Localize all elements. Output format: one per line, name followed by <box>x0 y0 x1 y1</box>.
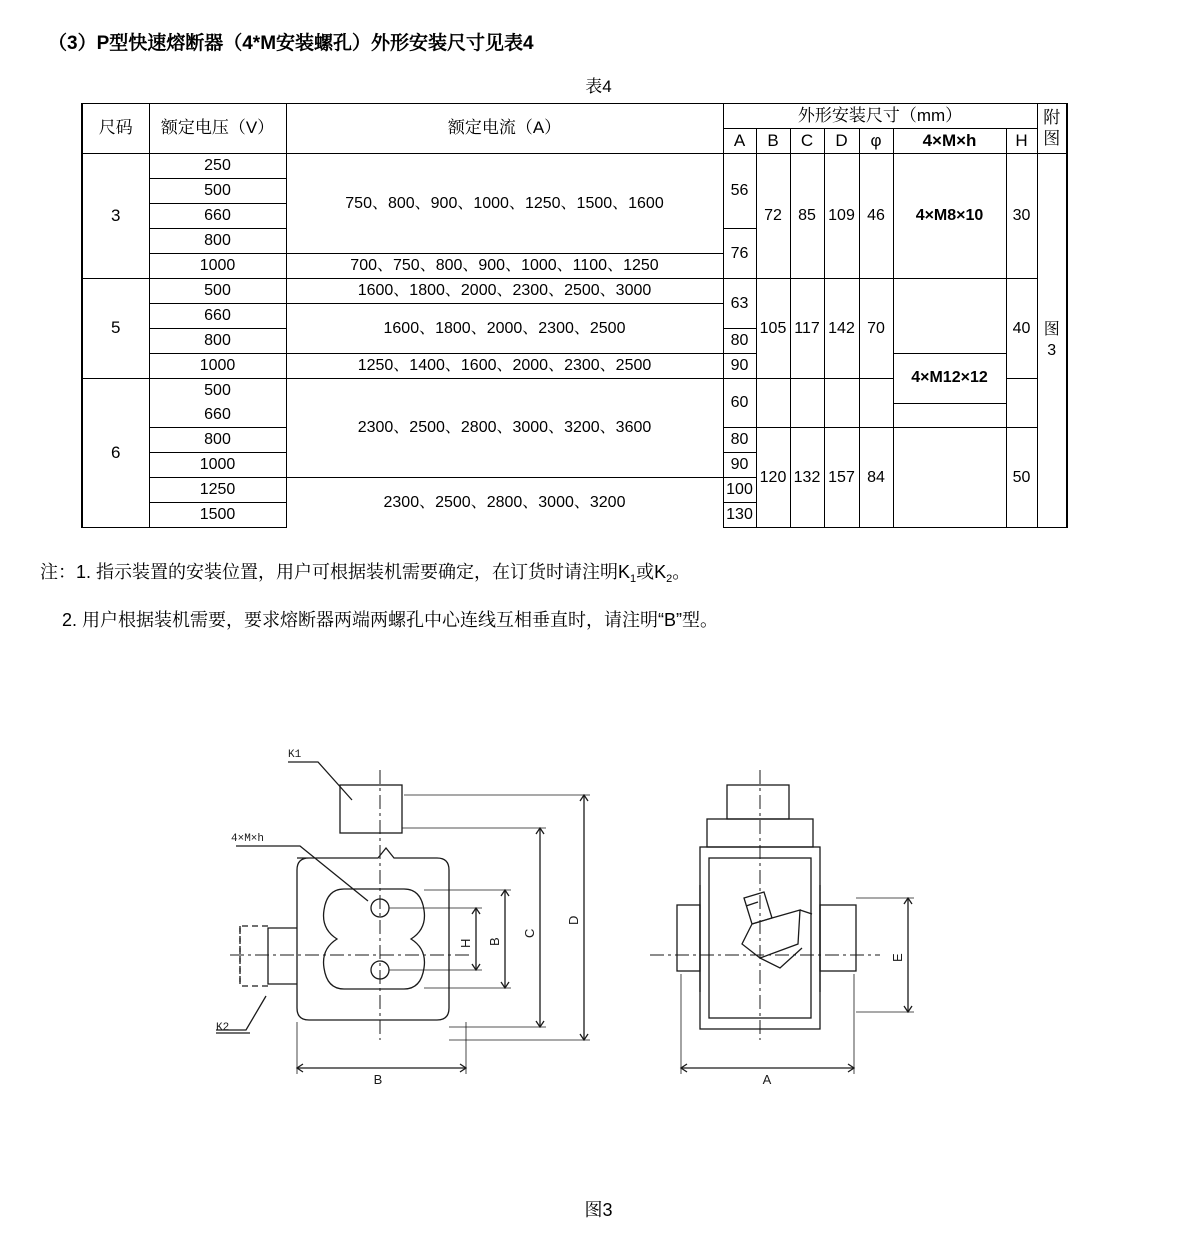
header-phi: φ <box>859 129 893 154</box>
cell-voltage: 500 <box>149 379 286 404</box>
cell-A: 90 <box>723 354 756 379</box>
cell-voltage: 1000 <box>149 453 286 478</box>
header-attach-fig <box>1037 104 1067 154</box>
left-side-terminal-dashed <box>240 926 268 986</box>
header-rated-current: 额定电流（A） <box>286 104 723 154</box>
cell-C-spacer <box>790 379 824 428</box>
cell-voltage: 800 <box>149 428 286 453</box>
cell-bolt: 4×M12×12 <box>893 354 1006 404</box>
right-indicator-line3 <box>800 910 812 914</box>
dim-E-label: E <box>890 953 905 962</box>
cell-C: 85 <box>790 154 824 279</box>
cell-size: 3 <box>82 154 149 279</box>
cell-A: 63 <box>723 279 756 329</box>
cell-bolt-spacer2 <box>893 428 1006 528</box>
k2-label: K2 <box>216 1022 230 1034</box>
header-A: A <box>723 129 756 154</box>
cell-current: 700、750、800、900、1000、1100、1250 <box>286 254 723 279</box>
cell-attach-fig <box>1037 154 1067 528</box>
header-attach-fig-text: 附图 <box>1043 108 1061 148</box>
cell-voltage: 500 <box>149 179 286 204</box>
left-body-outline <box>297 848 449 1020</box>
header-B: B <box>756 129 790 154</box>
cell-A: 90 <box>723 453 756 478</box>
table-caption: 表4 <box>585 77 612 96</box>
cell-B-spacer <box>756 379 790 428</box>
dim-H-label: H <box>458 938 473 948</box>
cell-A: 130 <box>723 503 756 528</box>
cell-phi: 84 <box>859 428 893 528</box>
note-1-part-c: 。 <box>672 562 691 582</box>
cell-size: 6 <box>82 379 149 528</box>
cell-A: 76 <box>723 229 756 279</box>
cell-B: 105 <box>756 279 790 379</box>
cell-voltage: 1250 <box>149 478 286 503</box>
bolt-label: 4×M×h <box>231 833 265 845</box>
cell-voltage: 800 <box>149 329 286 354</box>
dim-C-label: C <box>522 928 537 938</box>
cell-voltage: 660 <box>149 204 286 229</box>
right-right-terminal <box>820 905 856 971</box>
cell-voltage: 1000 <box>149 354 286 379</box>
left-inner-cutout <box>324 889 425 989</box>
cell-H-spacer <box>1006 379 1037 428</box>
cell-A: 80 <box>723 428 756 453</box>
attach-fig-line2: 3 <box>1047 341 1057 359</box>
header-dims-group: 外形安装尺寸（mm） <box>723 104 1037 129</box>
k1-leader-line <box>288 762 352 800</box>
cell-voltage: 660 <box>149 403 286 428</box>
cell-voltage: 1500 <box>149 503 286 528</box>
right-indicator-body <box>742 910 800 958</box>
cell-C: 132 <box>790 428 824 528</box>
dim-D-label: D <box>566 915 581 925</box>
cell-voltage: 1000 <box>149 254 286 279</box>
header-bolt: 4×M×h <box>893 129 1006 154</box>
cell-current: 1600、1800、2000、2300、2500、3000 <box>286 279 723 304</box>
dim-Bv-label: B <box>487 937 502 946</box>
cell-current: 2300、2500、2800、3000、3200 <box>286 478 723 528</box>
cell-phi-spacer <box>859 379 893 428</box>
cell-D-spacer <box>824 379 859 428</box>
note-2: 2. 用户根据装机需要，要求熔断器两端两螺孔中心连线互相垂直时，请注明“B”型。 <box>62 610 719 631</box>
cell-B: 120 <box>756 428 790 528</box>
right-indicator-line1 <box>746 902 758 906</box>
note-1-part-b: 或K <box>636 562 667 582</box>
cell-current: 750、800、900、1000、1250、1500、1600 <box>286 154 723 254</box>
cell-C: 117 <box>790 279 824 379</box>
note-1-sub-1: 1 <box>630 573 637 585</box>
cell-bolt: 4×M8×10 <box>893 154 1006 279</box>
dim-Bh-label: B <box>373 1072 383 1087</box>
bolt-leader-line <box>236 846 368 901</box>
header-size: 尺码 <box>82 104 149 154</box>
figure-caption: 图3 <box>584 1200 613 1220</box>
header-H: H <box>1006 129 1037 154</box>
table-header-row-1 <box>82 104 1067 129</box>
cell-H: 40 <box>1006 279 1037 379</box>
cell-current: 1600、1800、2000、2300、2500 <box>286 304 723 354</box>
cell-voltage: 500 <box>149 279 286 304</box>
left-top-terminal <box>340 785 402 833</box>
cell-bolt-spacer <box>893 279 1006 354</box>
attach-fig-line1: 图 <box>1043 320 1060 338</box>
cell-A: 80 <box>723 329 756 354</box>
cell-A: 56 <box>723 154 756 229</box>
figure-svg <box>0 700 1197 1120</box>
right-indicator-line2 <box>760 948 802 968</box>
cell-current: 2300、2500、2800、3000、3200、3600 <box>286 379 723 478</box>
cell-D: 109 <box>824 154 859 279</box>
dimension-table-wrapper <box>81 103 1068 528</box>
table-row <box>82 154 1067 179</box>
right-left-terminal <box>677 905 700 971</box>
k1-label: K1 <box>288 749 302 761</box>
cell-voltage: 660 <box>149 304 286 329</box>
dimension-table <box>81 103 1068 528</box>
cell-A: 60 <box>723 379 756 428</box>
header-C: C <box>790 129 824 154</box>
header-D: D <box>824 129 859 154</box>
page-title: （3）P型快速熔断器（4*M安装螺孔）外形安装尺寸见表4 <box>48 33 534 54</box>
table-row <box>82 279 1067 304</box>
note-1 <box>40 556 718 588</box>
cell-A: 100 <box>723 478 756 503</box>
figure-diagram <box>0 700 1197 1120</box>
cell-current: 1250、1400、1600、2000、2300、2500 <box>286 354 723 379</box>
note-1-part-a: 注：1. 指示装置的安装位置，用户可根据装机需要确定，在订货时请注明K <box>40 562 631 582</box>
dim-A-label: A <box>762 1072 772 1087</box>
table-row <box>82 354 1067 379</box>
header-rated-voltage: 额定电压（V） <box>149 104 286 154</box>
notes-block <box>40 556 718 637</box>
cell-D: 157 <box>824 428 859 528</box>
cell-phi: 70 <box>859 279 893 379</box>
cell-H: 30 <box>1006 154 1037 279</box>
cell-phi: 46 <box>859 154 893 279</box>
cell-size: 5 <box>82 279 149 379</box>
cell-D: 142 <box>824 279 859 379</box>
note-1-sub-2: 2 <box>666 573 673 585</box>
cell-H: 50 <box>1006 428 1037 528</box>
cell-B: 72 <box>756 154 790 279</box>
left-side-terminal <box>268 928 297 984</box>
cell-voltage: 250 <box>149 154 286 179</box>
cell-voltage: 800 <box>149 229 286 254</box>
right-top-terminal <box>727 785 789 819</box>
